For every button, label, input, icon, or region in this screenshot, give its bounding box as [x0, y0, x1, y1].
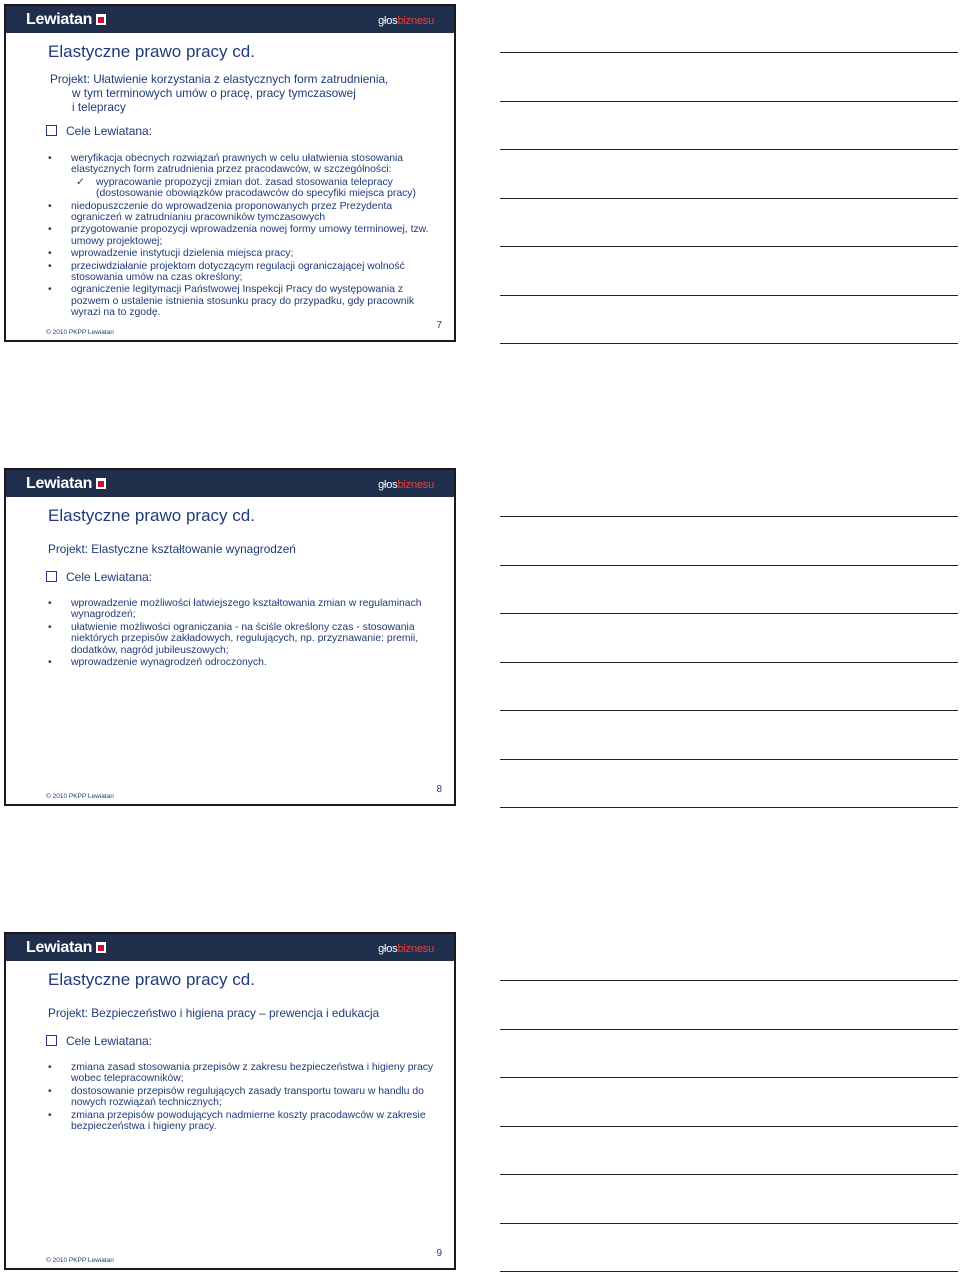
note-line — [500, 52, 958, 53]
bullet-icon: • — [48, 224, 52, 236]
note-line — [500, 246, 958, 247]
bullet-icon: • — [48, 598, 52, 609]
copyright: © 2010 PKPP Lewiatan — [46, 1257, 114, 1264]
bullet-icon: • — [48, 248, 52, 260]
note-line — [500, 198, 958, 199]
note-line — [500, 565, 958, 566]
list-item: ✓ wypracowanie propozycji zmian dot. zasad stosowania telepracy (dostosowanie obowiązków pracodawców do specyfiki miejsca pracy) — [76, 176, 416, 200]
note-line — [500, 759, 958, 760]
bullet-icon: • — [48, 657, 52, 669]
lewiatan-logo: Lewiatan — [26, 475, 106, 493]
note-line — [500, 1271, 958, 1272]
slide-header — [6, 6, 454, 33]
goals-list — [48, 153, 444, 320]
glos-biznesu-logo: głosbiznesu — [378, 15, 434, 27]
copyright: © 2010 PKPP Lewiatan — [46, 329, 114, 336]
checkbox-bullet-icon — [46, 1035, 57, 1046]
note-line — [500, 1029, 958, 1030]
lewiatan-logo: Lewiatan — [26, 11, 106, 29]
logo-mark-icon — [96, 478, 106, 489]
list-item: • niedopuszczenie do wprowadzenia proponowanych przez Prezydenta ograniczeń w zatrudnianiu pracowników tymczasowych — [48, 200, 393, 224]
note-line — [500, 613, 958, 614]
slide-7 — [4, 4, 456, 342]
note-line — [500, 710, 958, 711]
list-item: • zmiana zasad stosowania przepisów z zakresu bezpieczeństwa i higieny pracy wobec telepracowników; — [48, 1062, 434, 1085]
note-line — [500, 343, 958, 344]
slide-8 — [4, 468, 456, 806]
list-item: • dostosowanie przepisów regulujących zasady transportu towaru w handlu do nowych rozwiązań technicznych; — [48, 1085, 424, 1109]
note-line — [500, 662, 958, 663]
list-item: • wprowadzenie możliwości łatwiejszego kształtowania zmian w regulaminach wynagrodzeń; — [48, 598, 422, 621]
slide-title: Elastyczne prawo pracy cd. — [48, 970, 255, 989]
glos-biznesu-logo: głosbiznesu — [378, 479, 434, 491]
bullet-icon: • — [48, 284, 52, 296]
slide-9 — [4, 932, 456, 1270]
note-line — [500, 807, 958, 808]
checkbox-bullet-icon — [46, 571, 57, 582]
logo-mark-icon — [96, 14, 106, 25]
slide-header — [6, 934, 454, 961]
check-icon: ✓ — [76, 176, 85, 188]
goals-heading: Cele Lewiatana: — [46, 570, 152, 584]
slide-title: Elastyczne prawo pracy cd. — [48, 42, 255, 61]
note-line — [500, 101, 958, 102]
list-item: • zmiana przepisów powodujących nadmierne koszty pracodawców w zakresie bezpieczeństwa i higieny pracy. — [48, 1109, 426, 1133]
bullet-icon: • — [48, 200, 52, 212]
note-line — [500, 1077, 958, 1078]
note-line — [500, 1174, 958, 1175]
note-line — [500, 1223, 958, 1224]
bullet-icon: • — [48, 153, 52, 164]
bullet-icon: • — [48, 1109, 52, 1121]
bullet-icon: • — [48, 260, 52, 272]
goals-list — [48, 1062, 444, 1133]
list-item: • ograniczenie legitymacji Państwowej Inspekcji Pracy do występowania z pozwem o ustalenie istnienia stosunku pracy do przypadku, gdy pracownik wyrazi na to zgodę. — [48, 284, 415, 319]
page-number: 9 — [436, 1248, 442, 1259]
project-heading: Projekt: Ułatwienie korzystania z elastycznych form zatrudnienia, w tym terminowych umów o pracę, pracy tymczasowej i telepracy — [50, 72, 389, 114]
notes-area — [500, 0, 958, 1273]
slide-header — [6, 470, 454, 497]
project-heading: Projekt: Elastyczne kształtowanie wynagrodzeń — [48, 542, 296, 556]
goals-heading: Cele Lewiatana: — [46, 124, 152, 138]
note-line — [500, 149, 958, 150]
list-item: • przeciwdziałanie projektom dotyczącym regulacji ograniczającej wolność stosowania umów na czas określony; — [48, 260, 405, 284]
lewiatan-logo: Lewiatan — [26, 939, 106, 957]
list-item: • weryfikacja obecnych rozwiązań prawnych w celu ułatwienia stosowania elastycznych form zatrudnienia przez pracodawców, w szczególności: — [48, 153, 404, 176]
glos-biznesu-logo: głosbiznesu — [378, 943, 434, 955]
logo-mark-icon — [96, 942, 106, 953]
project-heading: Projekt: Bezpieczeństwo i higiena pracy – prewencja i edukacja — [48, 1006, 380, 1020]
bullet-icon: • — [48, 1062, 52, 1073]
checkbox-bullet-icon — [46, 125, 57, 136]
list-item: • wprowadzenie wynagrodzeń odroczonych. — [48, 657, 267, 669]
list-item: • wprowadzenie instytucji dzielenia miejsca pracy; — [48, 248, 294, 260]
note-line — [500, 295, 958, 296]
bullet-icon: • — [48, 1085, 52, 1097]
slide-title: Elastyczne prawo pracy cd. — [48, 506, 255, 525]
page-number: 8 — [436, 784, 442, 795]
list-item: • ułatwienie możliwości ograniczania - na ściśle określony czas - stosowania niektórych przepisów zakładowych, regulujących, np. przyznawanie: premii, dodatków, nagród jubileuszowych; — [48, 621, 419, 656]
copyright: © 2010 PKPP Lewiatan — [46, 793, 114, 800]
note-line — [500, 980, 958, 981]
goals-list — [48, 598, 444, 669]
bullet-icon: • — [48, 621, 52, 633]
note-line — [500, 1126, 958, 1127]
goals-heading: Cele Lewiatana: — [46, 1034, 152, 1048]
list-item: • przygotowanie propozycji wprowadzenia nowej formy umowy terminowej, tzw. umowy projektowej; — [48, 224, 429, 247]
note-line — [500, 516, 958, 517]
page-number: 7 — [436, 320, 442, 331]
